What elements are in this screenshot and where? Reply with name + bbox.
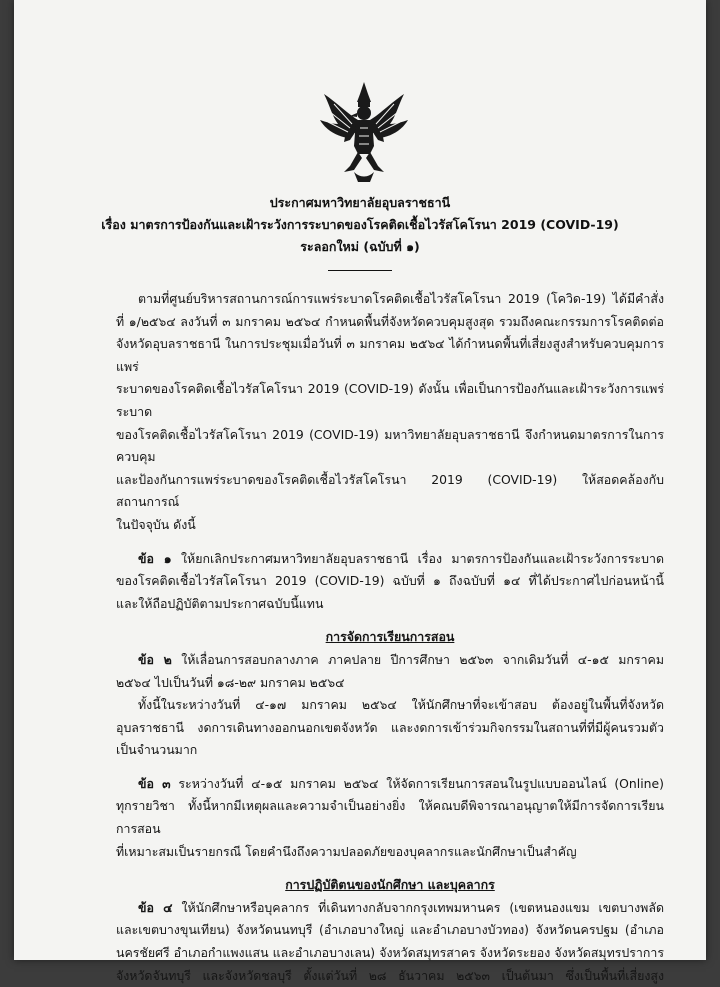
text-line: ข้อ ๓ ระหว่างวันที่ ๔-๑๕ มกราคม ๒๕๖๔ ให้จัดการเรียนการสอนในรูปแบบออนไลน์ (Online) <box>138 775 664 791</box>
clause-1 <box>116 548 664 616</box>
text-line: ตามที่ศูนย์บริหารสถานการณ์การแพร่ระบาดโรคติดเชื้อไวรัสโคโรนา 2019 (โควิด-19) ได้มีคำสั่ง <box>138 291 664 306</box>
header-title: ประกาศมหาวิทยาลัยอุบลราชธานี <box>269 195 451 210</box>
text-line: จังหวัดอุบลราชธานี ในการประชุมเมื่อวันที่ ๓ มกราคม ๒๕๖๔ ได้กำหนดพื้นที่เสี่ยงสูงสำหรับควบคุมการแพร่ <box>116 336 664 374</box>
document-page <box>14 0 706 983</box>
header-subject: เรื่อง มาตรการป้องกันและเฝ้าระวังการระบาดของโรคติดเชื้อไวรัสโคโรนา 2019 (COVID-19) <box>101 217 619 232</box>
text-line: ทุกรายวิชา ทั้งนี้หากมีเหตุผลและความจำเป็นอย่างยิ่ง ให้คณบดีพิจารณาอนุญาตให้มีการจัดการเรียนการสอน <box>116 798 664 837</box>
text-line: ข้อ ๔ ให้นักศึกษาหรือบุคลากร ที่เดินทางกลับจากกรุงเทพมหานคร (เขตหนองแขม เขตบางพลัด <box>138 899 664 915</box>
section-heading-conduct: การปฏิบัติตนของนักศึกษา และบุคลากร <box>285 877 495 893</box>
intro-paragraph <box>116 288 664 537</box>
text-line: ข้อ ๒ ให้เลื่อนการสอบกลางภาค ภาคปลาย ปีการศึกษา ๒๕๖๓ จากเดิมวันที่ ๔-๑๕ มกราคม <box>138 651 664 667</box>
text-line: และให้ถือปฏิบัติตามประกาศฉบับนี้แทน <box>116 595 324 611</box>
text-line: ในปัจจุบัน ดังนี้ <box>116 516 196 532</box>
header-divider <box>328 270 392 271</box>
clause-4 <box>116 897 664 987</box>
clause-3 <box>116 773 664 863</box>
text-line: ระบาดของโรคติดเชื้อไวรัสโคโรนา 2019 (COVID-19) ดังนั้น เพื่อเป็นการป้องกันและเฝ้าระวังการแพร่ระบาด <box>116 381 664 419</box>
text-line: เป็นจำนวนมาก <box>116 742 198 758</box>
text-line: ข้อ ๑ ให้ยกเลิกประกาศมหาวิทยาลัยอุบลราชธานี เรื่อง มาตรการป้องกันและเฝ้าระวังการระบาด <box>138 550 664 566</box>
section-heading-teaching: การจัดการเรียนการสอน <box>325 629 455 645</box>
clause-2 <box>116 649 664 762</box>
document-header <box>14 192 706 271</box>
document-body <box>116 288 664 987</box>
text-line: อุบลราชธานี งดการเดินทางออกนอกเขตจังหวัด และงดการเข้าร่วมกิจกรรมในสถานที่ที่มีผู้คนรวมตัว <box>116 719 664 735</box>
text-line: นครชัยศรี อำเภอกำแพงแสน และอำเภอบางเลน) จังหวัดสมุทรสาคร จังหวัดระยอง จังหวัดสมุทรปราการ <box>116 945 664 961</box>
header-edition: ระลอกใหม่ (ฉบับที่ ๑) <box>300 239 420 254</box>
text-line: และป้องกันการแพร่ระบาดของโรคติดเชื้อไวรัสโคโรนา 2019 (COVID-19) ให้สอดคล้องกับสถานการณ์ <box>116 471 664 510</box>
text-line: ทั้งนี้ในระหว่างวันที่ ๔-๑๗ มกราคม ๒๕๖๔ ให้นักศึกษาที่จะเข้าสอบ ต้องอยู่ในพื้นที่จังหวัด <box>138 697 664 713</box>
text-line: ที่เหมาะสมเป็นรายกรณี โดยคำนึงถึงความปลอดภัยของบุคลากรและนักศึกษาเป็นสำคัญ <box>116 843 577 859</box>
garuda-emblem-icon <box>314 80 414 184</box>
clause-label: ข้อ ๔ <box>138 899 173 915</box>
text-line: ของโรคติดเชื้อไวรัสโคโรนา 2019 (COVID-19) มหาวิทยาลัยอุบลราชธานี จึงกำหนดมาตรการในการควบคุม <box>116 426 664 465</box>
clause-label: ข้อ ๑ <box>138 550 172 566</box>
text-line: ที่ ๑/๒๕๖๔ ลงวันที่ ๓ มกราคม ๒๕๖๔ กำหนดพื้นที่จังหวัดควบคุมสูงสุด รวมถึงคณะกรรมการโรคติดต่อ <box>116 313 664 329</box>
clause-label: ข้อ ๓ <box>138 775 171 791</box>
text-line: และเขตบางขุนเทียน) จังหวัดนนทบุรี (อำเภอบางใหญ่ และอำเภอบางบัวทอง) จังหวัดนครปฐม (อำเภอ <box>116 922 664 938</box>
text-line: จังหวัดจันทบุรี และจังหวัดชลบุรี ตั้งแต่วันที่ ๒๘ ธันวาคม ๒๕๖๓ เป็นต้นมา ซึ่งเป็นพื้นที่เสี่ยงสูง <box>116 967 664 983</box>
text-line: ของโรคติดเชื้อไวรัสโคโรนา 2019 (COVID-19) ฉบับที่ ๑ ถึงฉบับที่ ๑๔ ที่ได้ประกาศไปก่อนหน้านี้ <box>116 573 664 589</box>
text-line: ๒๕๖๔ ไปเป็นวันที่ ๑๘-๒๙ มกราคม ๒๕๖๔ <box>116 674 345 690</box>
clause-label: ข้อ ๒ <box>138 651 172 667</box>
